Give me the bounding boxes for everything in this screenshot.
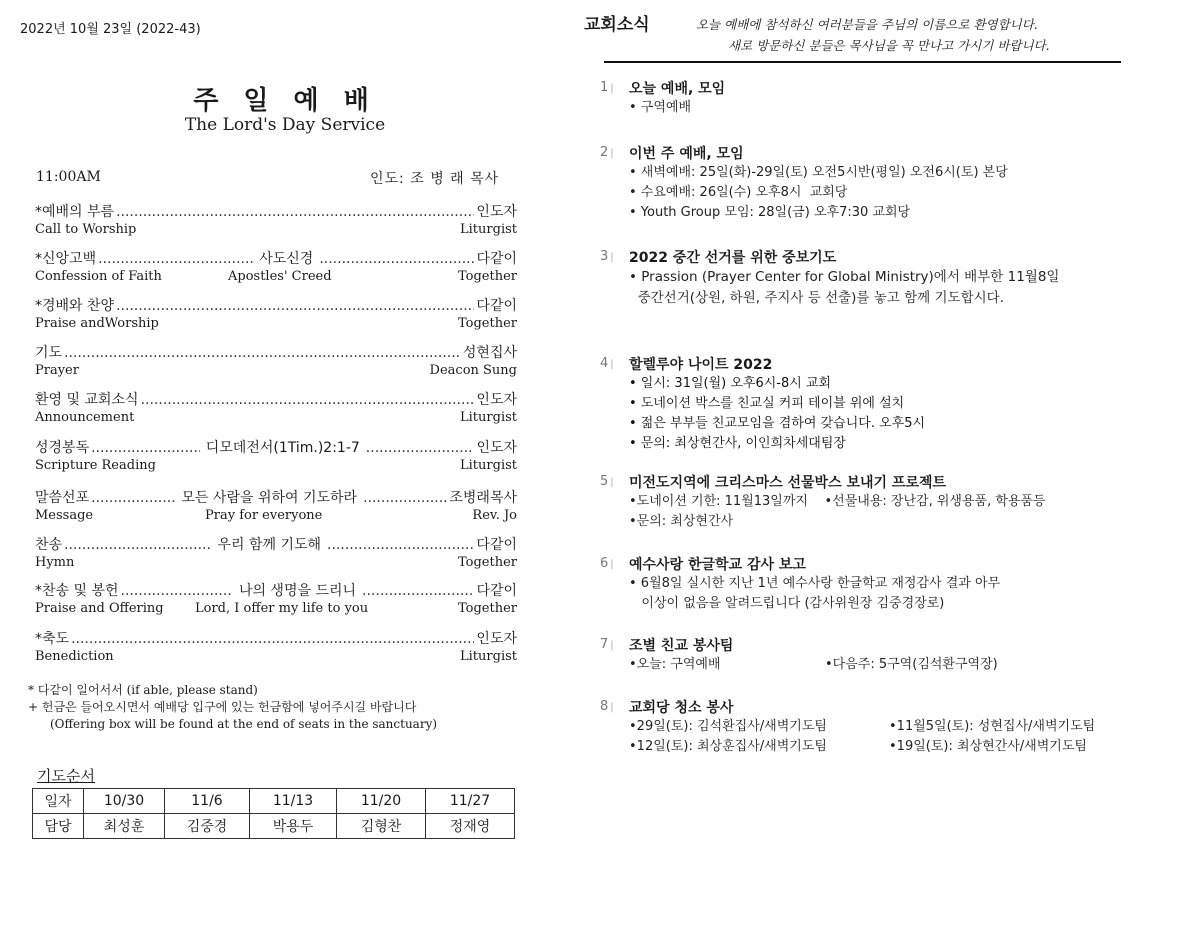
service-title-english: The Lord's Day Service <box>184 115 386 135</box>
section-line: •문의: 최상현간사 <box>629 514 734 529</box>
leader-dots <box>363 490 447 506</box>
service-time: 11:00AM <box>36 169 101 185</box>
service-item <box>35 295 517 331</box>
table-cell: 김중경 <box>165 814 250 839</box>
section-title: 할렐루야 나이트 2022 <box>629 357 773 373</box>
item-korean: *경배와 찬양 <box>35 298 115 314</box>
note-offering: + 헌금은 들어오시면서 예배당 입구에 있는 헌금함에 넣어주시길 바랍니다 <box>28 700 417 714</box>
leader-dots <box>98 251 253 267</box>
item-person-english: Liturgist <box>460 458 517 473</box>
service-notes <box>28 682 437 733</box>
item-korean: 찬송 <box>35 537 63 553</box>
section-number: 1 | <box>600 80 614 95</box>
item-english: Scripture Reading <box>35 458 156 473</box>
section-entry: •12일(토): 최상훈집사/새벽기도팀 <box>629 739 827 754</box>
section-number: 5 | <box>600 474 614 489</box>
welcome-line-1: 오늘 예배에 참석하신 여러분들을 주님의 이름으로 환영합니다. <box>696 17 1038 32</box>
service-item <box>35 248 517 284</box>
item-korean: *신앙고백 <box>35 251 97 267</box>
item-person-english: Deacon Sung <box>429 363 517 378</box>
item-english: Call to Worship <box>35 222 137 237</box>
item-person: 성현집사 <box>462 345 517 361</box>
church-news-heading: 교회소식 <box>584 15 650 35</box>
item-person-english: Together <box>457 601 517 616</box>
note-offering-english: (Offering box will be found at the end of seats in the sanctuary) <box>50 717 438 731</box>
section-number: 6 | <box>600 556 614 571</box>
item-detail-english: Apostles' Creed <box>228 269 332 284</box>
section-line: • 6월8일 실시한 지난 1년 예수사랑 한글학교 재정감사 결과 아무 <box>629 576 1001 591</box>
section-line: • 도네이션 박스를 친교실 커피 테이블 위에 설치 <box>629 396 905 411</box>
news-section <box>600 143 1160 223</box>
item-korean: 기도 <box>35 345 63 361</box>
section-title: 이번 주 예배, 모임 <box>629 146 744 162</box>
section-number: 4 | <box>600 356 614 371</box>
prayer-order-title: 기도순서 <box>37 767 95 785</box>
section-number: 7 | <box>600 637 614 652</box>
bulletin-date: 2022년 10월 23일 (2022-43) <box>20 22 201 37</box>
leader-dots <box>362 583 474 599</box>
service-item <box>35 437 517 473</box>
section-number: 3 | <box>600 249 614 264</box>
table-row <box>33 814 515 839</box>
welcome-message <box>696 14 1050 56</box>
item-english: Benediction <box>35 649 114 664</box>
section-title: 교회당 청소 봉사 <box>629 700 734 716</box>
leader-dots <box>319 251 474 267</box>
service-item <box>35 342 517 378</box>
service-item <box>35 389 517 425</box>
table-cell: 정재영 <box>426 814 515 839</box>
section-entry: •11월5일(토): 성현집사/새벽기도팀 <box>889 719 1096 734</box>
item-korean: 환영 및 교회소식 <box>35 392 139 408</box>
service-leader: 인도: 조 병 래 목사 <box>370 171 500 187</box>
service-item <box>35 628 517 664</box>
item-english: Message <box>35 508 94 523</box>
news-section <box>600 472 1160 532</box>
section-entry: •오늘: 구역예배 <box>629 657 721 672</box>
item-person-english: Together <box>457 316 517 331</box>
leader-dots <box>141 392 475 408</box>
prayer-order-table <box>32 788 515 839</box>
news-section <box>600 354 1160 454</box>
item-person: 다같이 <box>476 251 518 267</box>
news-section <box>600 247 1160 309</box>
service-item <box>35 487 517 523</box>
leader-dots <box>116 298 474 314</box>
item-person: 다같이 <box>476 537 517 553</box>
note-stand: * 다같이 일어서서 (if able, please stand) <box>28 683 258 697</box>
item-person: 인도자 <box>476 440 518 456</box>
section-entry: •19일(토): 최상현간사/새벽기도팀 <box>889 739 1087 754</box>
table-cell: 최성훈 <box>84 814 165 839</box>
leader-dots <box>366 440 475 456</box>
item-korean: 성경봉독 <box>35 440 90 456</box>
item-person-english: Liturgist <box>460 649 517 664</box>
item-english: Praise and Offering <box>35 601 164 616</box>
table-cell: 일자 <box>33 789 84 814</box>
section-line <box>629 717 1160 737</box>
welcome-line-2: 새로 방문하신 분들은 목사님을 꼭 만나고 가시기 바랍니다. <box>728 38 1050 53</box>
section-title: 2022 중간 선거를 위한 중보기도 <box>629 250 837 266</box>
table-cell: 10/30 <box>84 789 165 814</box>
table-cell: 담당 <box>33 814 84 839</box>
item-english: Announcement <box>35 410 135 425</box>
leader-dots <box>91 490 175 506</box>
section-line: • 구역예배 <box>629 100 692 115</box>
section-entry: •29일(토): 김석환집사/새벽기도팀 <box>629 719 827 734</box>
item-person-english: Rev. Jo <box>472 508 517 523</box>
section-title: 미전도지역에 크리스마스 선물박스 보내기 프로젝트 <box>629 475 947 491</box>
section-line: 중간선거(상원, 하원, 주지사 등 선출)를 놓고 함께 기도합시다. <box>629 290 1005 306</box>
leader-dots <box>71 631 474 647</box>
section-title: 조별 친교 봉사팀 <box>629 638 734 654</box>
leader-dots <box>327 537 474 553</box>
item-korean: 말씀선포 <box>35 490 90 506</box>
news-section <box>600 78 1160 118</box>
section-line: • 문의: 최상현간사, 이인희차세대팀장 <box>629 436 846 451</box>
item-detail: 디모데전서(1Tim.)2:1-7 <box>205 440 360 456</box>
section-line: • 젊은 부부들 친교모임을 겸하여 갖습니다. 오후5시 <box>629 416 926 431</box>
item-korean: *축도 <box>35 631 70 647</box>
item-person: 조병래목사 <box>449 490 517 506</box>
section-line <box>629 655 1160 675</box>
section-number: 2 | <box>600 145 614 160</box>
leader-dots <box>91 440 200 456</box>
item-english: Prayer <box>35 363 79 378</box>
item-person-english: Liturgist <box>460 222 517 237</box>
section-title: 오늘 예배, 모임 <box>629 81 726 97</box>
item-person-english: Together <box>457 269 517 284</box>
item-person: 인도자 <box>476 204 517 220</box>
item-english: Hymn <box>35 555 75 570</box>
table-row <box>33 789 515 814</box>
service-item <box>35 201 517 237</box>
heading-divider <box>604 61 1121 63</box>
table-cell: 11/27 <box>426 789 515 814</box>
table-cell: 박용두 <box>250 814 337 839</box>
item-english: Confession of Faith <box>35 269 162 284</box>
section-title: 예수사랑 한글학교 감사 보고 <box>629 557 806 573</box>
leader-dots <box>121 583 233 599</box>
item-person: 다같이 <box>476 298 517 314</box>
item-english: Praise andWorship <box>35 316 159 331</box>
item-korean: *찬송 및 봉헌 <box>35 583 119 599</box>
item-detail: 모든 사람을 위하여 기도하라 <box>181 490 358 506</box>
section-line: 이상이 없음을 알려드립니다 (감사위원장 김중경장로) <box>629 596 945 611</box>
item-person: 다같이 <box>476 583 518 599</box>
section-line: • Youth Group 모임: 28일(금) 오후7:30 교회당 <box>629 205 911 220</box>
item-detail: 우리 함께 기도해 <box>217 537 322 553</box>
item-person-english: Liturgist <box>460 410 517 425</box>
section-number: 8 | <box>600 699 614 714</box>
item-person: 인도자 <box>476 631 517 647</box>
news-section <box>600 635 1160 675</box>
section-line: • 수요예배: 26일(수) 오후8시 교회당 <box>629 185 848 200</box>
item-detail: 나의 생명을 드리니 <box>238 583 357 599</box>
news-section <box>600 697 1160 757</box>
item-detail-english: Pray for everyone <box>205 508 323 523</box>
item-person-english: Together <box>457 555 517 570</box>
leader-dots <box>116 204 474 220</box>
section-line <box>629 737 1160 757</box>
item-korean: *예배의 부름 <box>35 204 115 220</box>
item-detail: 사도신경 <box>259 251 314 267</box>
section-line: •도네이션 기한: 11월13일까지 •선물내용: 장난감, 위생용품, 학용품등 <box>629 494 1046 509</box>
table-cell: 11/13 <box>250 789 337 814</box>
section-line: • 일시: 31일(월) 오후6시-8시 교회 <box>629 376 832 391</box>
table-cell: 김형찬 <box>337 814 426 839</box>
leader-dots <box>64 537 211 553</box>
item-detail-english: Lord, I offer my life to you <box>195 601 369 616</box>
section-line: • 새벽예배: 25일(화)-29일(토) 오전5시반(평일) 오전6시(토) 본당 <box>629 165 1008 180</box>
section-entry: •다음주: 5구역(김석환구역장) <box>825 657 998 672</box>
news-section <box>600 554 1160 614</box>
leader-dots <box>64 345 461 361</box>
table-cell: 11/20 <box>337 789 426 814</box>
section-line: • Prassion (Prayer Center for Global Ministry)에서 배부한 11월8일 <box>629 269 1060 285</box>
item-person: 인도자 <box>476 392 517 408</box>
table-cell: 11/6 <box>165 789 250 814</box>
service-item <box>35 580 517 616</box>
service-item <box>35 534 517 570</box>
service-title-korean: 주 일 예 배 <box>193 86 377 116</box>
